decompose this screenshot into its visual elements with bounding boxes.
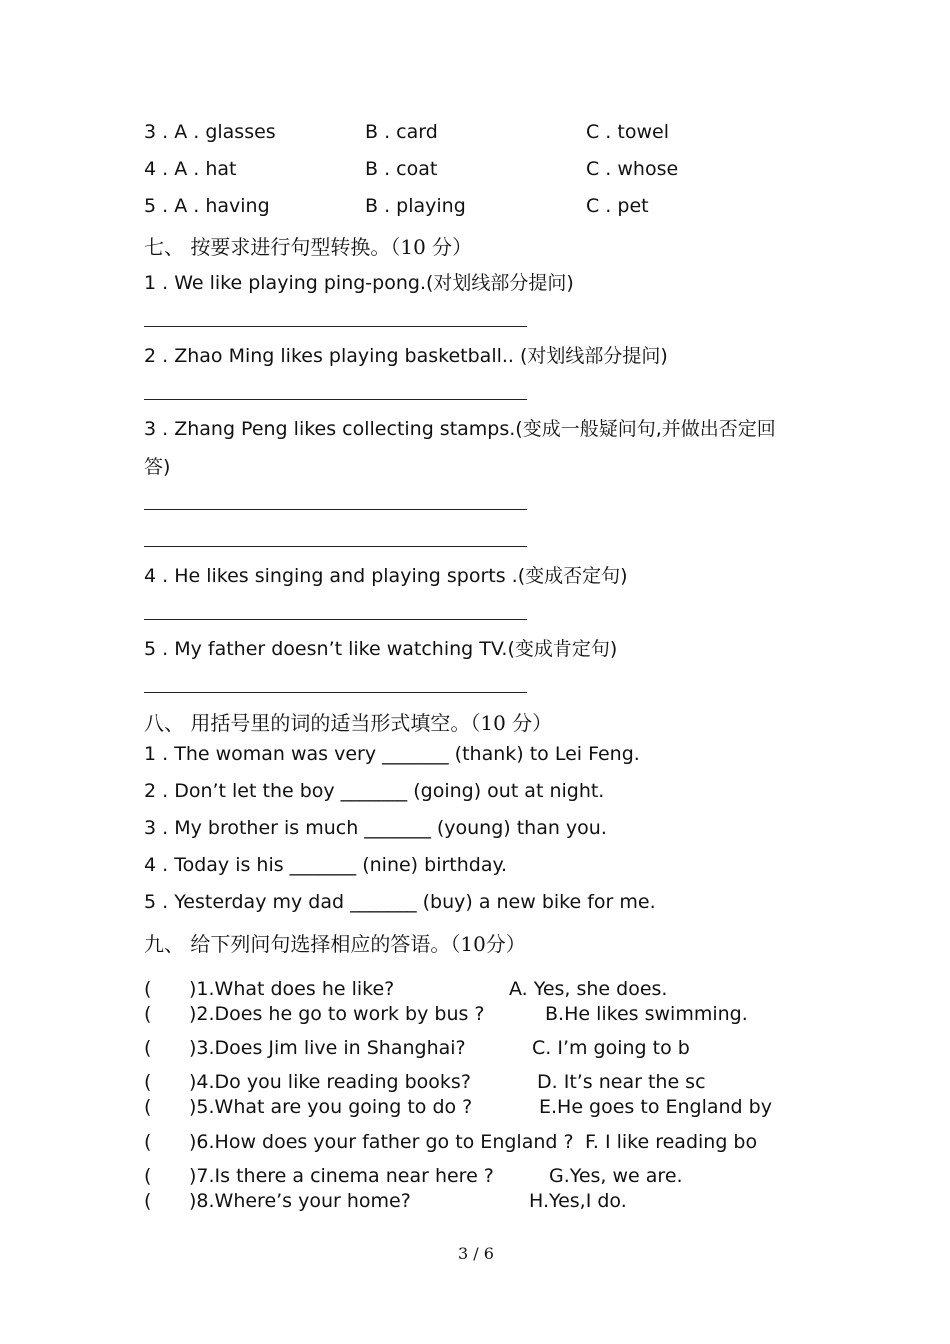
choice-row-4-a: 4 . A . hat: [144, 158, 237, 180]
answer-line: [144, 509, 527, 510]
question-6: )6.How does your father go to England ?: [189, 1131, 574, 1153]
paren-open: (: [144, 1131, 152, 1153]
section8-item-1: 1 . The woman was very _______ (thank) to Lei Feng.: [144, 743, 640, 765]
question-4: )4.Do you like reading books?: [189, 1071, 471, 1093]
answer-line: [144, 619, 527, 620]
choice-row-3-b: B . card: [365, 121, 438, 143]
paren-open: (: [144, 1165, 152, 1187]
section7-item-4: 4 . He likes singing and playing sports .(变成否定句): [144, 565, 628, 587]
answer-a: A. Yes, she does.: [509, 978, 668, 1000]
section8-item-2: 2 . Don’t let the boy _______ (going) out at night.: [144, 780, 605, 802]
section8-title: 八、 用括号里的词的适当形式填空。（10 分）: [144, 711, 553, 735]
answer-e: E.He goes to England by: [539, 1096, 772, 1118]
paren-open: (: [144, 978, 152, 1000]
answer-line: [144, 692, 527, 693]
section7-item-3-cont: 答): [144, 456, 171, 478]
answer-c: C. I’m going to b: [532, 1037, 690, 1059]
section7-item-5: 5 . My father doesn’t like watching TV.(变成肯定句): [144, 638, 618, 660]
section7-item-3: 3 . Zhang Peng likes collecting stamps.(变成一般疑问句,并做出否定回: [144, 418, 776, 440]
section8-item-5: 5 . Yesterday my dad _______ (buy) a new bike for me.: [144, 891, 656, 913]
question-1: )1.What does he like?: [189, 978, 395, 1000]
question-8: )8.Where’s your home?: [189, 1190, 411, 1212]
choice-row-5-a: 5 . A . having: [144, 195, 270, 217]
paren-open: (: [144, 1071, 152, 1093]
section7-item-2: 2 . Zhao Ming likes playing basketball.. (对划线部分提问): [144, 345, 668, 367]
paren-open: (: [144, 1190, 152, 1212]
question-2: )2.Does he go to work by bus ?: [189, 1003, 485, 1025]
section7-title: 七、 按要求进行句型转换。（10 分）: [144, 235, 473, 259]
section9-title: 九、 给下列问句选择相应的答语。（10分）: [144, 932, 526, 956]
question-3: )3.Does Jim live in Shanghai?: [189, 1037, 466, 1059]
question-7: )7.Is there a cinema near here ?: [189, 1165, 494, 1187]
page-number: 3 / 6: [458, 1244, 494, 1263]
section7-item-1: 1 . We like playing ping-pong.(对划线部分提问): [144, 272, 574, 294]
answer-f: F. I like reading bo: [585, 1131, 758, 1153]
answer-h: H.Yes,I do.: [529, 1190, 627, 1212]
choice-row-4-c: C . whose: [586, 158, 679, 180]
answer-line: [144, 326, 527, 327]
answer-g: G.Yes, we are.: [549, 1165, 683, 1187]
choice-row-4-b: B . coat: [365, 158, 438, 180]
choice-row-3-c: C . towel: [586, 121, 669, 143]
choice-row-5-b: B . playing: [365, 195, 466, 217]
answer-b: B.He likes swimming.: [545, 1003, 748, 1025]
answer-line: [144, 546, 527, 547]
answer-d: D. It’s near the sc: [537, 1071, 706, 1093]
question-5: )5.What are you going to do ?: [189, 1096, 473, 1118]
paren-open: (: [144, 1003, 152, 1025]
choice-row-5-c: C . pet: [586, 195, 649, 217]
paren-open: (: [144, 1037, 152, 1059]
answer-line: [144, 399, 527, 400]
section8-item-4: 4 . Today is his _______ (nine) birthday.: [144, 854, 508, 876]
section8-item-3: 3 . My brother is much _______ (young) than you.: [144, 817, 607, 839]
paren-open: (: [144, 1096, 152, 1118]
choice-row-3-a: 3 . A . glasses: [144, 121, 276, 143]
